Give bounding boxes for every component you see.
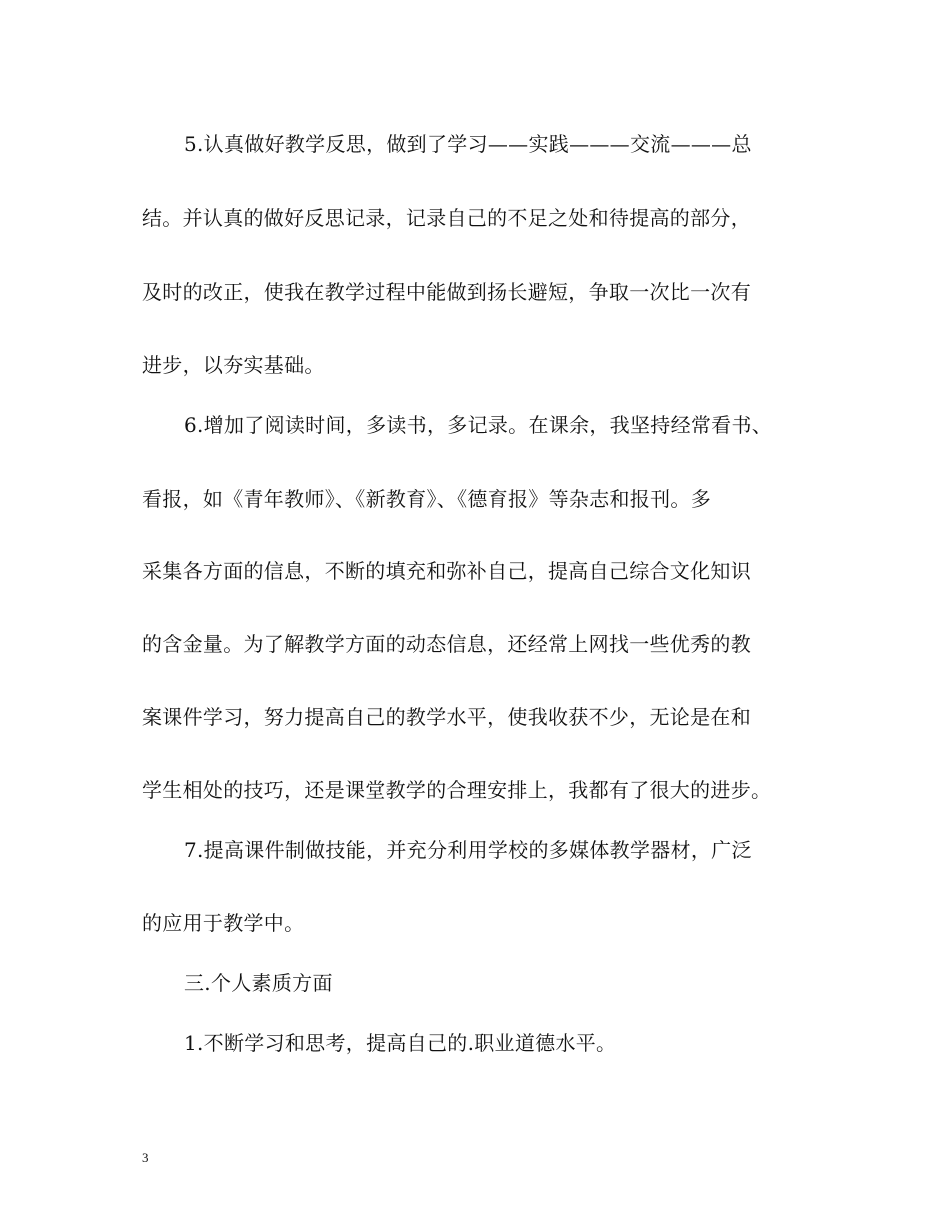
paragraph-line: 结。并认真的做好反思记录，记录自己的不足之处和待提高的部分， xyxy=(142,206,751,230)
paragraph-line: 看报，如《青年教师》、《新教育》、《德育报》等杂志和报刊。多 xyxy=(142,487,711,511)
paragraph-line: 的含金量。为了解教学方面的动态信息，还经常上网找一些优秀的教 xyxy=(142,632,751,656)
paragraph-line: 及时的改正，使我在教学过程中能做到扬长避短，争取一次比一次有 xyxy=(142,280,751,304)
paragraph-line: 7.提高课件制做技能，并充分利用学校的多媒体教学器材，广泛 xyxy=(184,838,752,862)
paragraph-line: 案课件学习，努力提高自己的教学水平，使我收获不少，无论是在和 xyxy=(142,705,751,729)
paragraph-line: 采集各方面的信息，不断的填充和弥补自己，提高自己综合文化知识 xyxy=(142,559,751,583)
section-heading: 三.个人素质方面 xyxy=(184,971,333,995)
paragraph-line: 6.增加了阅读时间，多读书，多记录。在课余，我坚持经常看书、 xyxy=(184,413,773,437)
page-number: 3 xyxy=(142,1150,149,1165)
paragraph-line: 5.认真做好教学反思，做到了学习——实践———交流———总 xyxy=(184,132,752,156)
paragraph-line: 的应用于教学中。 xyxy=(142,911,305,935)
paragraph-line: 进步，以夯实基础。 xyxy=(142,353,325,377)
paragraph-line: 学生相处的技巧，还是课堂教学的合理安排上，我都有了很大的进步。 xyxy=(142,778,772,802)
paragraph-line: 1.不断学习和思考，提高自己的.职业道德水平。 xyxy=(184,1031,617,1055)
